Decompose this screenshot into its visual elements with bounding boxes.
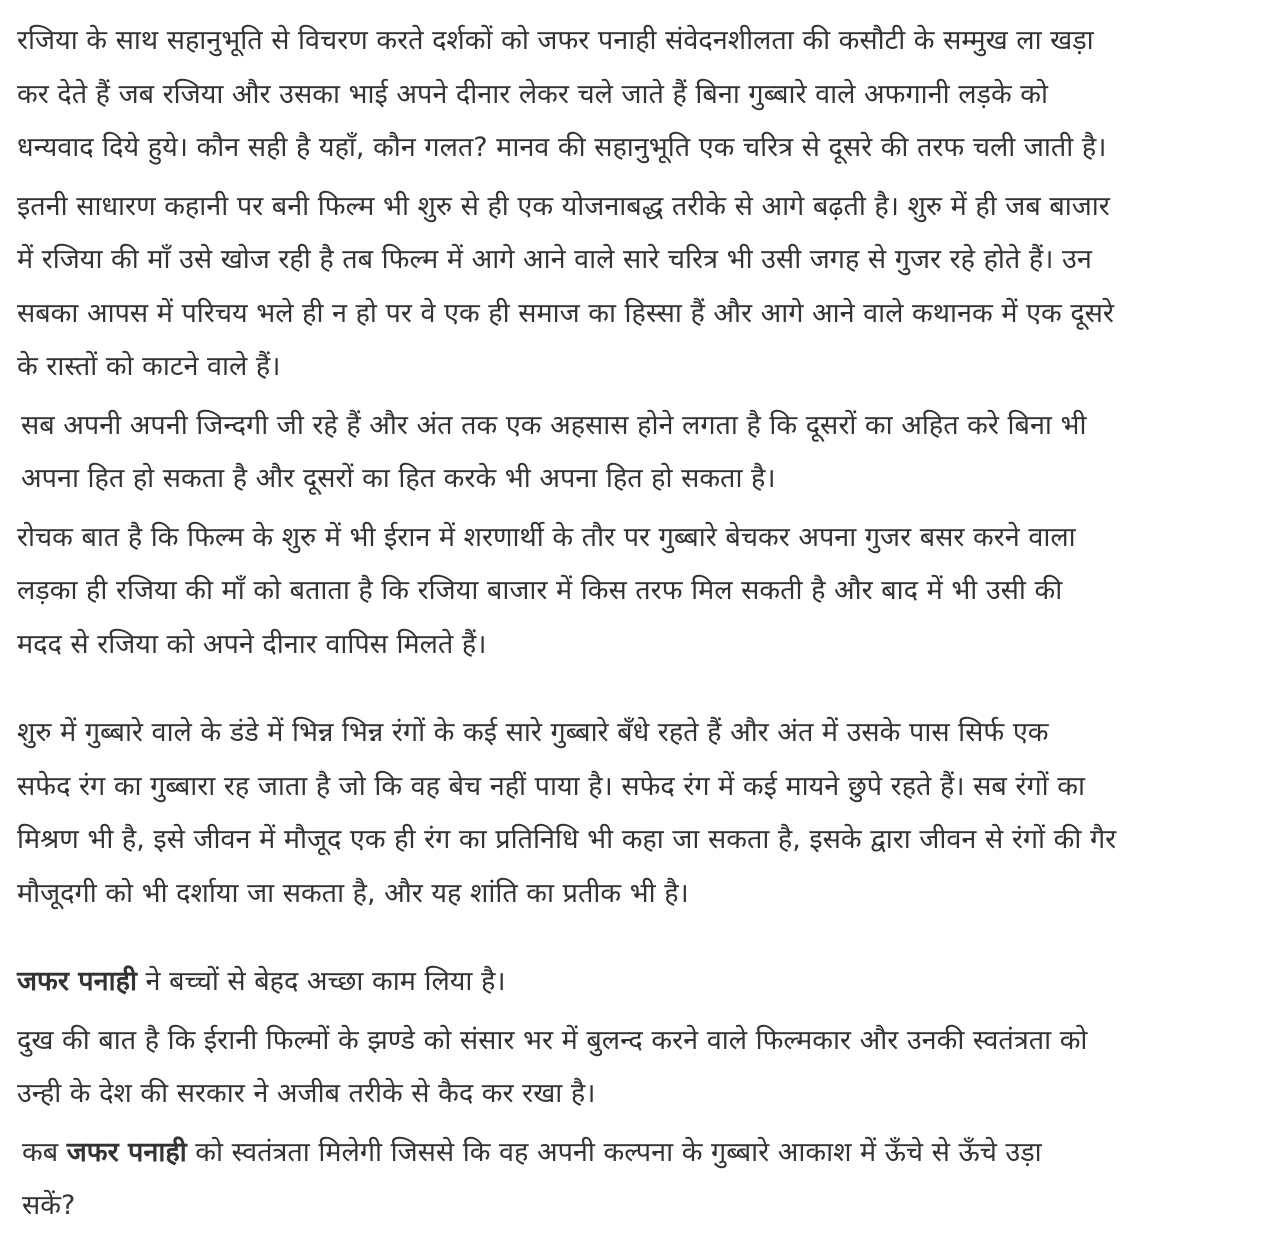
text-line: इतनी साधारण कहानी पर बनी फिल्म भी शुरु से ही एक योजनाबद्ध तरीके से आगे बढ़ती है। शुरु में ही जब बाजार: [17, 190, 1110, 222]
director-name: जफर पनाही: [66, 1136, 187, 1168]
text-line: सकें?: [22, 1190, 76, 1221]
paragraph-lives: [17, 399, 1257, 506]
paragraph-structure: [17, 180, 1257, 394]
text-fragment: ने बच्चों से बेहद अच्छा काम लिया है।: [136, 966, 506, 997]
text-line: उन्ही के देश की सरकार ने अजीब तरीके से कैद कर रखा है।: [17, 1078, 596, 1109]
text-line: शुरु में गुब्बारे वाले के डंडे में भिन्न भिन्न रंगों के कई सारे गुब्बारे बँधे रहते हैं और अंत में उसके पास सिर्फ एक: [17, 717, 1049, 748]
paragraph-question: [17, 1126, 1257, 1233]
text-line: लड़का ही रजिया की माँ को बताता है कि रजिया बाजार में किस तरफ मिल सकती है और बाद में भी उसी की: [17, 575, 1063, 606]
text-line: दुख की बात है कि ईरानी फिल्मों के झण्डे को संसार भर में बुलन्द करने वाले फिल्मकार और उनकी स्वतंत्रता को: [17, 1024, 1088, 1056]
text-line: [17, 955, 1257, 1009]
paragraph-empathy: [17, 14, 1257, 175]
text-line: [22, 1126, 1257, 1180]
text-line: के रास्तों को काटने वाले हैं।: [17, 351, 281, 382]
text-fragment: को स्वतंत्रता मिलेगी जिससे कि वह अपनी कल्पना के गुब्बारे आकाश में ऊँचे से ऊँचे उड़ा: [186, 1136, 1042, 1168]
text-line: सब अपनी अपनी जिन्दगी जी रहे हैं और अंत तक एक अहसास होने लगता है कि दूसरों का अहित करे बिना भी: [21, 409, 1087, 441]
paragraph-freedom: [17, 1014, 1257, 1121]
paragraph-balloon-boy: [17, 511, 1257, 672]
text-line: सफेद रंग का गुब्बारा रह जाता है जो कि वह बेच नहीं पाया है। सफेद रंग में कई मायने छुपे रहते हैं। सब रंगों का: [17, 770, 1085, 802]
text-line: रोचक बात है कि फिल्म के शुरु में भी ईरान में शरणार्थी के तौर पर गुब्बारे बेचकर अपना गुजर बसर करने वाला: [17, 521, 1076, 553]
paragraph-children: [17, 955, 1257, 1009]
director-name: जफर पनाही: [17, 966, 137, 997]
text-line: रजिया के साथ सहानुभूति से विचरण करते दर्शकों को जफर पनाही संवेदनशीलता की कसौटी के सम्मुख ला खड़ा: [17, 25, 1094, 56]
text-line: में रजिया की माँ उसे खोज रही है तब फिल्म में आगे आने वाले सारे चरित्र भी उसी जगह से गुजर रहे होते हैं। उन: [17, 244, 1092, 275]
text-fragment: कब: [22, 1136, 67, 1168]
text-line: कर देते हैं जब रजिया और उसका भाई अपने दीनार लेकर चले जाते हैं बिना गुब्बारे वाले अफगानी लड़के को: [17, 78, 1049, 110]
text-line: अपना हित हो सकता है और दूसरों का हित करके भी अपना हित हो सकता है।: [21, 463, 776, 494]
text-line: धन्यवाद दिये हुये। कौन सही है यहाँ, कौन गलत? मानव की सहानुभूति एक चरित्र से दूसरे की तरफ चली जाती है।: [17, 132, 1107, 163]
text-line: मिश्रण भी है, इसे जीवन में मौजूद एक ही रंग का प्रतिनिधि भी कहा जा सकता है, इसके द्वारा जीवन से रंगों की गैर: [17, 824, 1117, 855]
text-line: मदद से रजिया को अपने दीनार वापिस मिलते हैं।: [17, 628, 487, 660]
text-line: सबका आपस में परिचय भले ही न हो पर वे एक ही समाज का हिस्सा हैं और आगे आने वाले कथानक में एक दूसरे: [17, 297, 1114, 329]
paragraph-white-balloon: [17, 706, 1257, 920]
text-line: मौजूदगी को भी दर्शाया जा सकता है, और यह शांति का प्रतीक भी है।: [17, 877, 689, 909]
